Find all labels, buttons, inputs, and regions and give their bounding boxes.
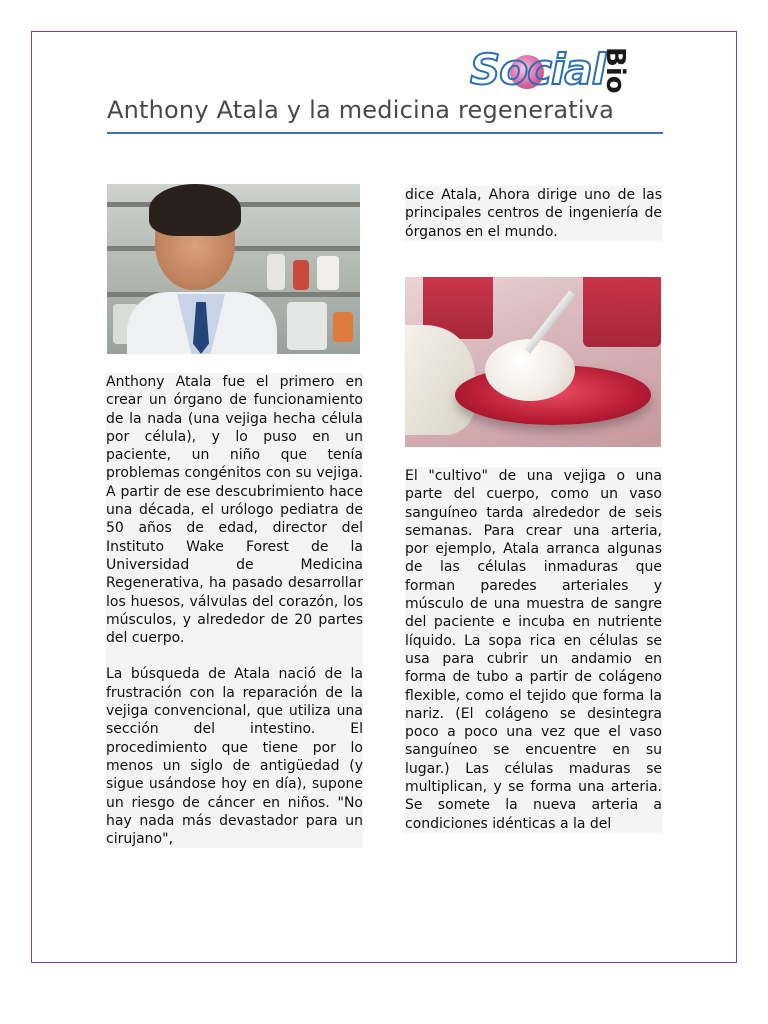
paragraph: El "cultivo" de una vejiga o una parte del cuerpo, como un vaso sanguíneo tarda alrededor de seis semanas. Para crear una arteria, por ejemplo, Atala arranca algunas de las células inmaduras que forman paredes arteriales y músculo de una muestra de sangre del paciente e incuba en nutriente líquido. La sopa rica en células se usa para cubrir un andamio en forma de tubo a partir de colágeno flexible, como el tejido que forma la nariz. (El colágeno se desintegra poco a poco una vez que el vaso sanguíneo se encuentre en su lugar.) Las células maduras se multiplican, y se forma una arteria. Se somete la nueva arteria a condiciones idénticas a la del bbox=[405, 468, 662, 832]
right-column-text bbox=[405, 467, 662, 833]
socialbio-logo bbox=[470, 43, 650, 99]
lab-bottle bbox=[267, 254, 285, 290]
lab-bottle bbox=[293, 260, 309, 290]
beaker bbox=[583, 277, 661, 347]
title-divider bbox=[107, 132, 663, 134]
paragraph: La búsqueda de Atala nació de la frustración con la reparación de la vejiga convencional, que utiliza una sección del intestino. El procedimiento que tiene por lo menos un siglo de antigüedad (y sigue usándose hoy en día), supone un riesgo de cáncer en niños. "No hay nada más devastador para un cirujano", bbox=[106, 666, 363, 848]
paragraph: dice Atala, Ahora dirige uno de las principales centros de ingeniería de órganos en el mundo. bbox=[405, 187, 662, 240]
lab-bottle bbox=[287, 302, 327, 350]
logo-wordmark: Social bbox=[470, 45, 606, 94]
paragraph: Anthony Atala fue el primero en crear un órgano de funcionamiento de la nada (una vejiga hecha célula por célula), y lo puso en un paciente, un niño que tenía problemas congénitos con su vejiga. A partir de ese descubrimiento hace una década, el urólogo pediatra de 50 años de edad, director del Instituto Wake Forest de la Universidad de Medicina Regenerativa, ha pasado desarrollar los huesos, válvulas del corazón, los músculos, y alrededor de 20 partes del cuerpo. bbox=[106, 374, 363, 647]
portrait-photo bbox=[107, 184, 360, 354]
logo-suffix: Bio bbox=[600, 47, 630, 94]
lab-bottle bbox=[317, 256, 339, 290]
left-column-text bbox=[106, 373, 363, 848]
hair bbox=[149, 184, 241, 236]
right-column-intro bbox=[405, 186, 662, 241]
lab-bottle bbox=[333, 312, 353, 342]
bladder-photo bbox=[405, 277, 661, 447]
page-title: Anthony Atala y la medicina regenerativa bbox=[107, 96, 615, 124]
gloved-hand bbox=[405, 325, 475, 435]
